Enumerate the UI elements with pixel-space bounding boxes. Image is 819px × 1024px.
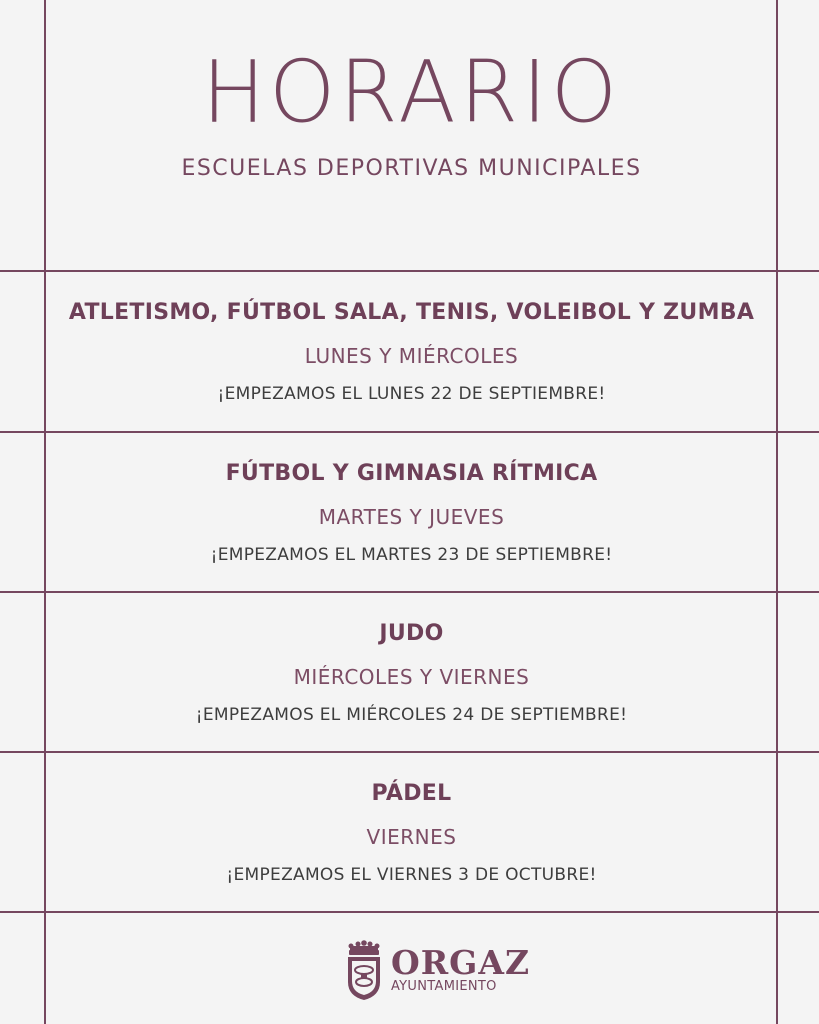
start-date: ¡EMPEZAMOS EL LUNES 22 DE SEPTIEMBRE!	[217, 384, 606, 404]
logo-name: ORGAZ	[391, 943, 531, 982]
page-subtitle: ESCUELAS DEPORTIVAS MUNICIPALES	[181, 156, 642, 181]
sport-names: ATLETISMO, FÚTBOL SALA, TENIS, VOLEIBOL Y ZUMBA	[68, 300, 755, 325]
footer	[47, 914, 776, 1024]
schedule-days: VIERNES	[366, 825, 457, 849]
sport-names: FÚTBOL Y GIMNASIA RÍTMICA	[225, 461, 598, 486]
logo-subtitle: AYUNTAMIENTO	[391, 979, 497, 994]
schedule-section-2	[47, 433, 776, 591]
coat-of-arms-icon	[345, 940, 383, 1002]
schedule-days: MIÉRCOLES Y VIERNES	[293, 665, 530, 689]
sport-names: JUDO	[379, 621, 444, 646]
sport-names: PÁDEL	[371, 781, 452, 806]
right-vertical-rule	[776, 0, 778, 1024]
start-date: ¡EMPEZAMOS EL MARTES 23 DE SEPTIEMBRE!	[210, 545, 613, 565]
schedule-days: LUNES Y MIÉRCOLES	[304, 344, 519, 368]
schedule-section-3	[47, 593, 776, 751]
start-date: ¡EMPEZAMOS EL VIERNES 3 DE OCTUBRE!	[226, 865, 597, 885]
header	[47, 0, 776, 270]
schedule-section-1	[47, 272, 776, 430]
left-vertical-rule	[44, 0, 46, 1024]
schedule-section-4	[47, 753, 776, 911]
start-date: ¡EMPEZAMOS EL MIÉRCOLES 24 DE SEPTIEMBRE!	[195, 705, 628, 725]
page-title: HORARIO	[202, 42, 621, 142]
orgaz-logo	[345, 940, 531, 1006]
horizontal-rule-5	[0, 911, 819, 913]
schedule-days: MARTES Y JUEVES	[318, 505, 505, 529]
